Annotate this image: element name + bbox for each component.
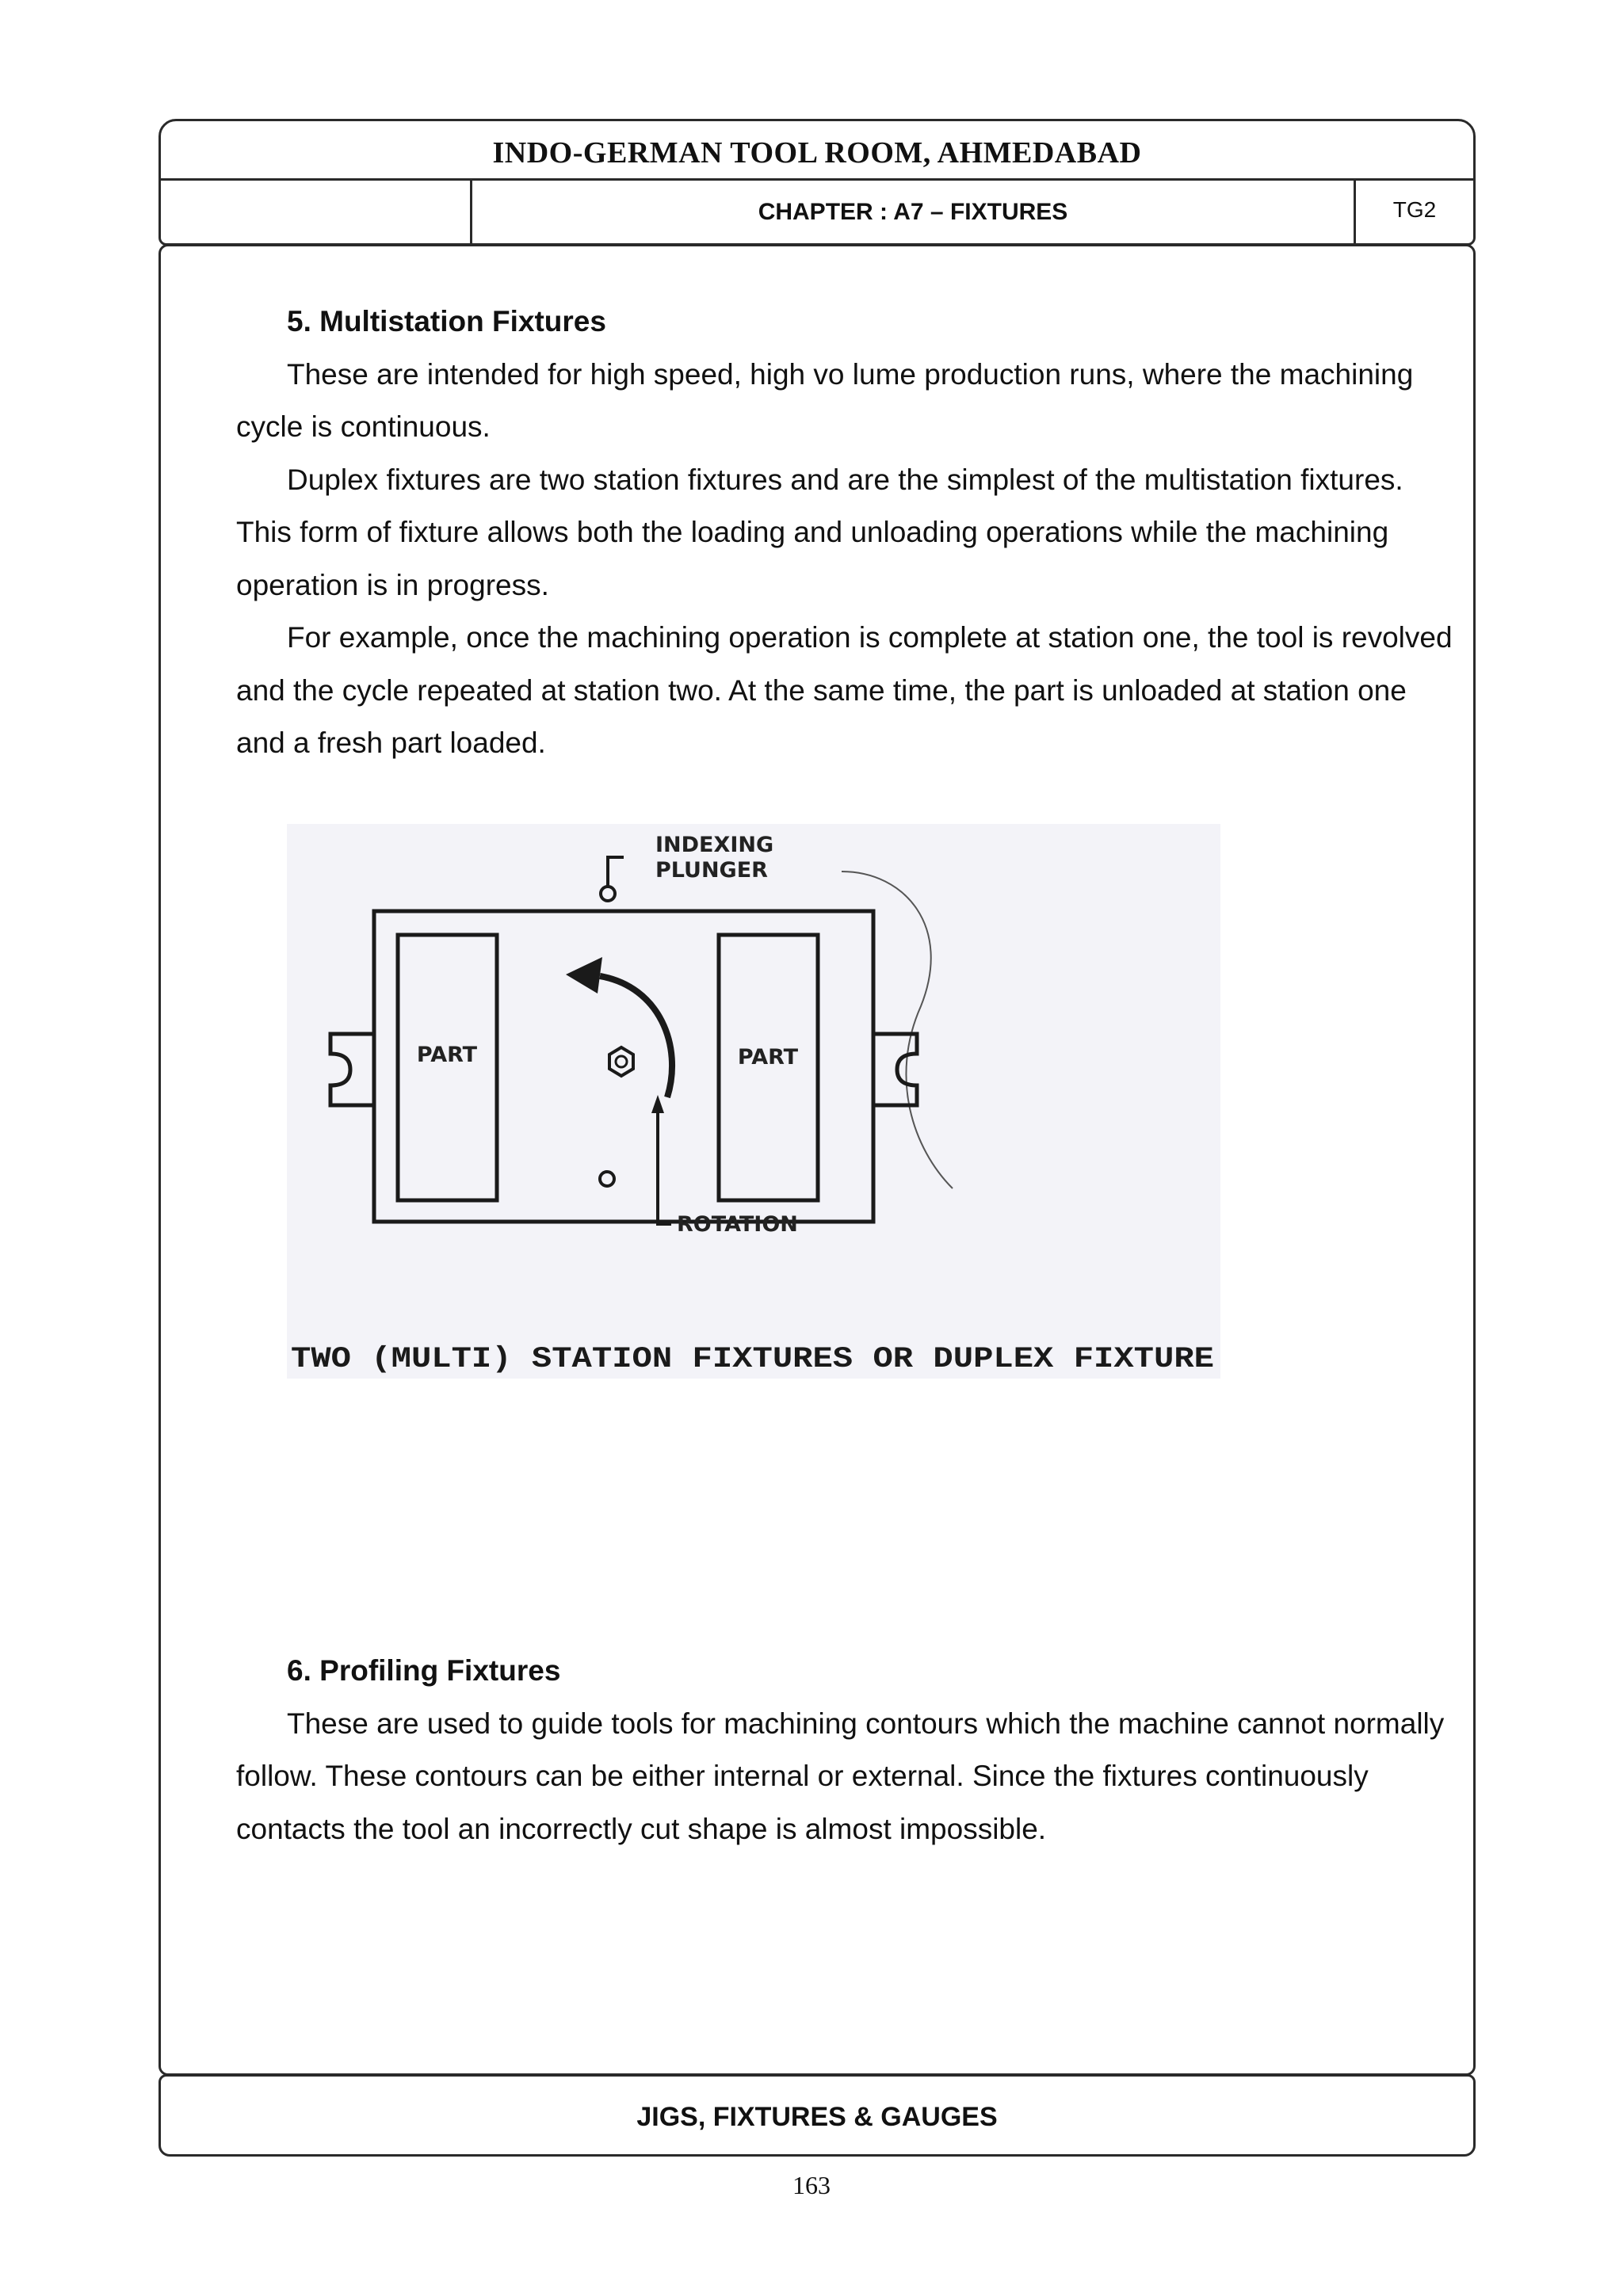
section-multistation-fixtures	[236, 296, 1457, 770]
footer-title: JIGS, FIXTURES & GAUGES	[636, 2102, 998, 2132]
paragraph: For example, once the machining operation is complete at station one, the tool is revolved and the cycle repeated at station two. At the same time, the part is unloaded at station one and a fresh part loaded.	[236, 621, 1453, 759]
section-profiling-fixtures	[236, 1645, 1457, 1855]
paragraph: Duplex fixtures are two station fixtures and are the simplest of the multistation fixtures. This form of fixture allows both the loading and unloading operations while the machining operation is in progress.	[236, 463, 1403, 601]
chapter-title: CHAPTER : A7 – FIXTURES	[758, 199, 1068, 225]
duplex-fixture-diagram	[287, 824, 1220, 1379]
duplex-fixture-figure	[287, 824, 1220, 1379]
paragraph: These are used to guide tools for machining contours which the machine cannot normally follow. These contours can be either internal or external. Since the fixtures continuously contacts the tool an incorrectly cut shape is almost impossible.	[236, 1707, 1445, 1845]
paragraph: These are intended for high speed, high vo lume production runs, where the machining cycle is continuous.	[236, 357, 1414, 443]
header-divider	[161, 178, 1473, 181]
document-code: TG2	[1392, 197, 1437, 222]
page-footer	[158, 2074, 1476, 2157]
figure-background	[287, 824, 1220, 1379]
figure-caption: TWO (MULTI) STATION FIXTURES OR DUPLEX FIXTURE	[291, 1343, 1214, 1376]
institute-title: INDO-GERMAN TOOL ROOM, AHMEDABAD	[492, 136, 1142, 170]
section-heading: 6. Profiling Fixtures	[287, 1654, 561, 1687]
rotation-label: ROTATION	[677, 1212, 798, 1237]
page-header	[158, 119, 1476, 246]
plunger-label: PLUNGER	[655, 858, 768, 883]
part-right-label: PART	[737, 1045, 799, 1070]
indexing-label: INDEXING	[655, 833, 774, 857]
part-left-label: PART	[416, 1043, 478, 1067]
section-heading: 5. Multistation Fixtures	[287, 305, 606, 338]
page-number: 163	[792, 2171, 831, 2199]
